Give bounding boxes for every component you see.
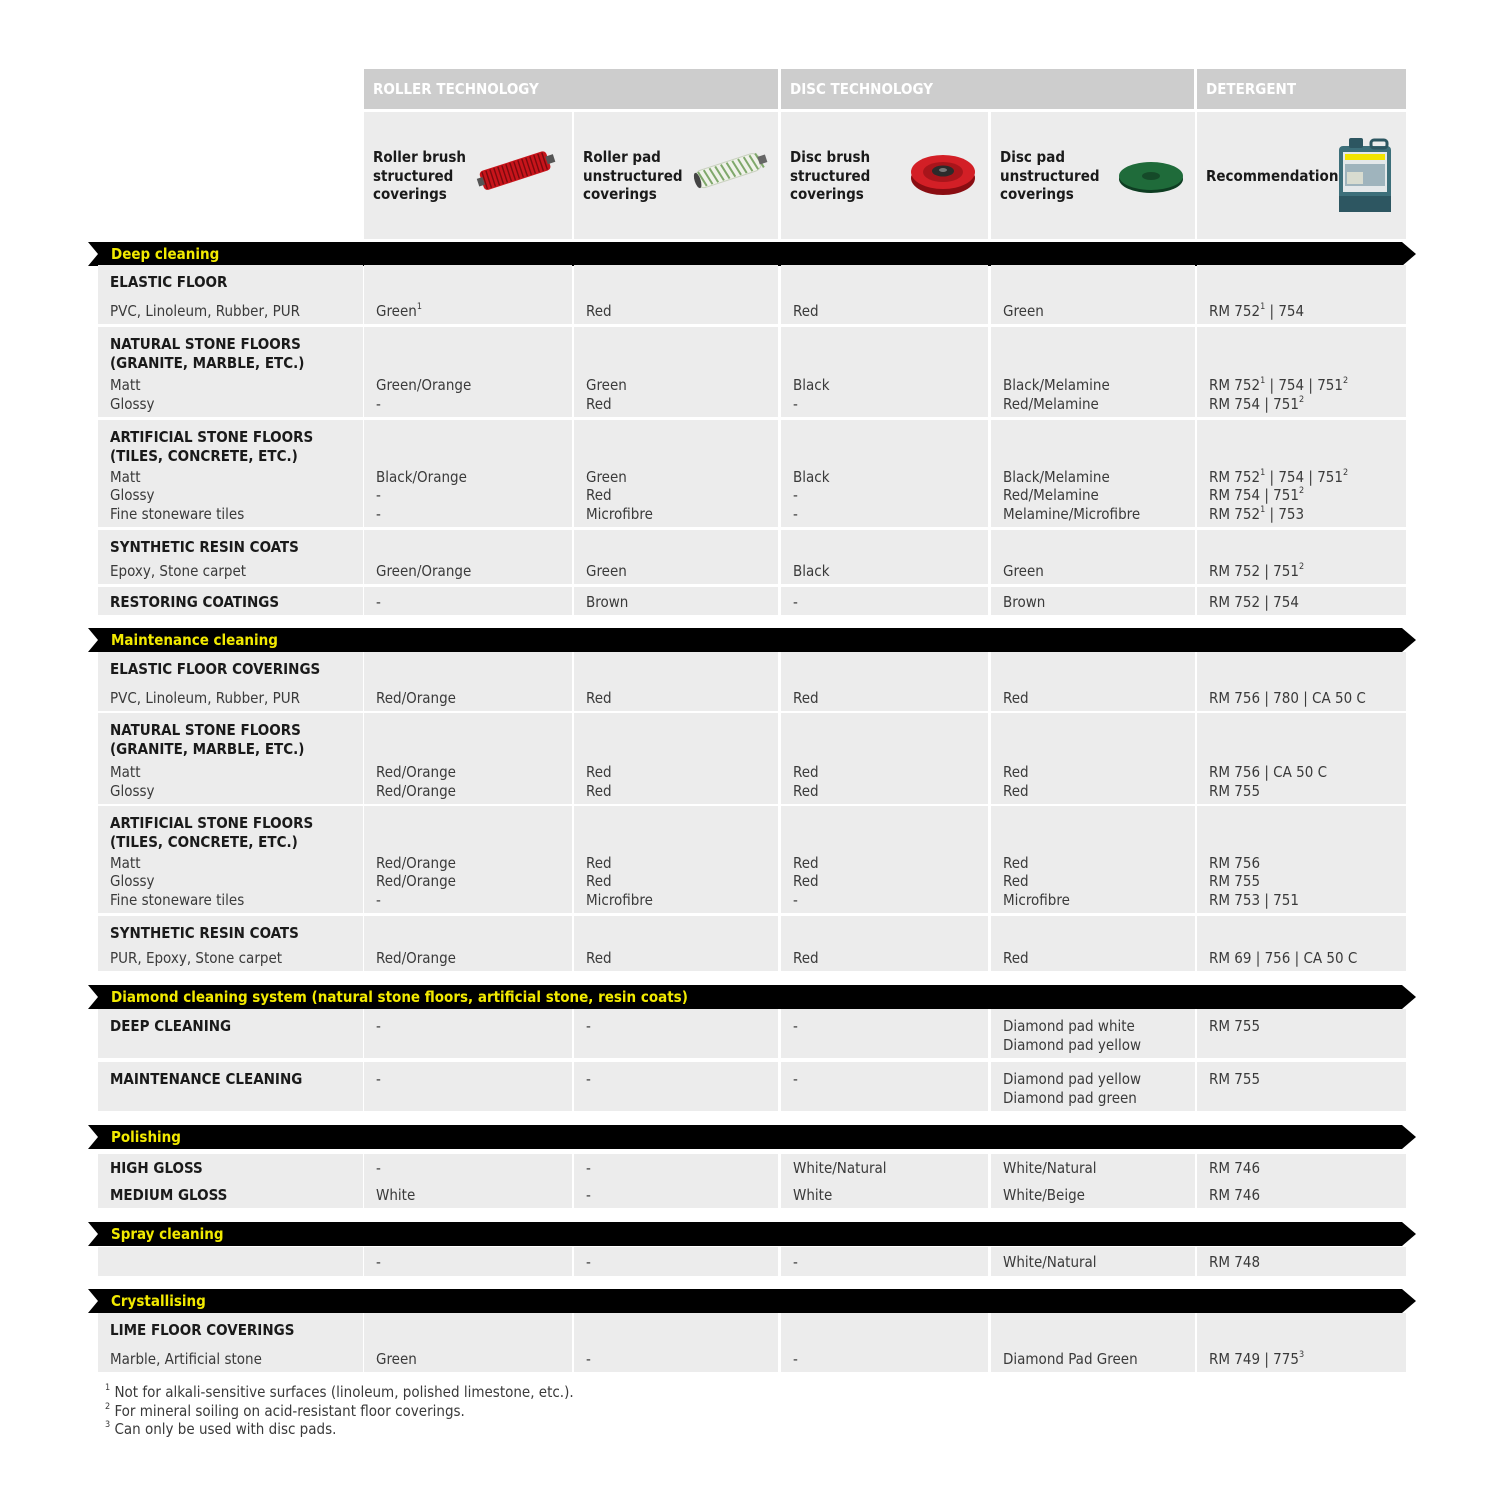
value-cell <box>574 652 778 711</box>
value-cell <box>991 420 1195 527</box>
row-category <box>110 1017 231 1036</box>
row-category <box>110 1159 203 1178</box>
row-category <box>110 538 299 557</box>
section-title: Crystallising <box>111 1292 206 1310</box>
cell-value: - <box>586 1186 591 1205</box>
value-cell <box>1197 265 1406 324</box>
row-label-cell <box>98 1062 363 1111</box>
cell-value: RM $752^1$ | 754 <box>1209 301 1305 320</box>
value-cell <box>574 1313 778 1372</box>
product-header <box>781 112 988 239</box>
value-cell <box>364 420 572 527</box>
cell-value: White <box>376 1186 416 1205</box>
value-cell <box>574 1062 778 1111</box>
cell-value: White/Natural <box>1003 1159 1097 1178</box>
cell-value: RM 756 | CA 50 C RM 755 <box>1209 763 1327 800</box>
value-cell <box>1197 1247 1406 1276</box>
row-category <box>110 924 299 943</box>
value-cell <box>1197 916 1406 971</box>
cell-value: - <box>376 592 381 611</box>
value-cell <box>991 1154 1195 1181</box>
cell-value: RM $752^1$ | 754 | $751^2$ RM 754 | $751^2$ RM $752^1$ | 753 <box>1209 467 1349 523</box>
row-category-text: ELASTIC FLOOR <box>110 273 228 291</box>
section-title: Maintenance cleaning <box>111 631 278 649</box>
row-label-cell <box>98 587 363 615</box>
value-cell <box>781 587 988 615</box>
row-label-cell <box>98 713 363 804</box>
row-label-cell <box>98 916 363 971</box>
section-header <box>88 1289 1416 1313</box>
cell-value: - <box>793 592 798 611</box>
section-header <box>88 628 1416 652</box>
section-header <box>88 1125 1416 1149</box>
product-label: Roller pad unstructured coverings <box>583 148 683 204</box>
row-subtypes <box>110 468 244 524</box>
value-cell <box>364 1062 572 1111</box>
row-category <box>110 660 320 679</box>
cell-value: RM 746 <box>1209 1159 1261 1178</box>
cell-value: Green$^1$ <box>376 301 422 320</box>
row-category-text: NATURAL STONE FLOORS (GRANITE, MARBLE, ETC.) <box>110 721 305 758</box>
cell-value: White/Natural <box>1003 1253 1097 1272</box>
cell-value: RM 752 | 754 <box>1209 592 1299 611</box>
product-label: Disc brush structured coverings <box>790 148 871 204</box>
row-category-text: RESTORING COATINGS <box>110 592 280 611</box>
cell-value: - <box>586 1070 591 1088</box>
cell-value: Green <box>586 561 627 580</box>
value-cell <box>1197 1009 1406 1058</box>
value-cell <box>574 1181 778 1208</box>
value-cell <box>574 530 778 584</box>
row-category <box>110 1321 294 1340</box>
row-category-text: ELASTIC FLOOR COVERINGS <box>110 660 321 678</box>
value-cell <box>781 806 988 913</box>
row-subtypes <box>110 763 155 800</box>
row-category-text: NATURAL STONE FLOORS (GRANITE, MARBLE, ETC.) <box>110 335 305 372</box>
value-cell <box>991 265 1195 324</box>
cell-value: RM 749 | $775^3$ <box>1209 1349 1305 1368</box>
value-cell <box>991 916 1195 971</box>
cell-value: - <box>793 1070 798 1088</box>
value-cell <box>991 713 1195 804</box>
row-subtypes-text: Matt Glossy Fine stoneware tiles <box>110 853 245 909</box>
cell-value: RM $752^1$ | 754 | $751^2$ RM 754 | $751^2$ <box>1209 376 1349 413</box>
cell-value: Black - <box>793 376 830 413</box>
value-cell <box>574 1154 778 1181</box>
value-cell <box>781 1181 988 1208</box>
value-cell <box>574 916 778 971</box>
value-cell <box>991 652 1195 711</box>
value-cell <box>781 265 988 324</box>
value-cell <box>781 1313 988 1372</box>
product-header <box>364 112 572 239</box>
row-category-text: MAINTENANCE CLEANING <box>110 1070 303 1088</box>
cell-value: Red Red <box>586 763 612 800</box>
row-subtypes-text: PVC, Linoleum, Rubber, PUR <box>110 301 300 320</box>
cell-value: Green/Orange <box>376 561 472 580</box>
value-cell <box>364 530 572 584</box>
value-cell <box>1197 713 1406 804</box>
value-cell <box>364 1181 572 1208</box>
value-cell <box>781 916 988 971</box>
cell-value: Black <box>793 561 830 580</box>
value-cell <box>1197 420 1406 527</box>
row-subtypes-text: Matt Glossy Fine stoneware tiles <box>110 467 245 523</box>
cell-value: Red/Orange Red/Orange - <box>376 853 456 909</box>
row-category <box>110 1070 302 1089</box>
row-category <box>110 335 304 372</box>
row-subtypes-text: Marble, Artificial stone <box>110 1349 262 1368</box>
cell-value: - <box>376 1017 381 1035</box>
row-subtypes-text: PVC, Linoleum, Rubber, PUR <box>110 688 300 707</box>
cell-value: Black/Melamine Red/Melamine Melamine/Microfibre <box>1003 467 1141 523</box>
value-cell <box>991 1247 1195 1276</box>
value-cell <box>574 327 778 417</box>
value-cell <box>364 916 572 971</box>
value-cell <box>781 1154 988 1181</box>
cell-value: RM 752 | $751^2$ <box>1209 561 1305 580</box>
cell-value: Red/Orange <box>376 948 456 967</box>
value-cell <box>781 652 988 711</box>
cell-value: Black/Melamine Red/Melamine <box>1003 376 1110 413</box>
row-category-text: LIME FLOOR COVERINGS <box>110 1321 295 1339</box>
group-header: ROLLER TECHNOLOGY <box>364 69 778 109</box>
cell-value: Diamond pad yellow Diamond pad green <box>1003 1070 1141 1107</box>
value-cell <box>364 1313 572 1372</box>
cell-value: Red Red Microfibre <box>586 853 653 909</box>
value-cell <box>991 327 1195 417</box>
row-label-cell <box>98 1154 363 1181</box>
value-cell <box>991 587 1195 615</box>
row-subtypes <box>110 949 282 968</box>
section-header <box>88 1222 1416 1246</box>
cell-value: RM 746 <box>1209 1186 1261 1205</box>
value-cell <box>1197 1313 1406 1372</box>
cell-value: - <box>586 1017 591 1035</box>
cell-value: Red/Orange Red/Orange <box>376 763 456 800</box>
row-subtypes-text: Matt Glossy <box>110 763 155 800</box>
cell-value: Black - - <box>793 467 830 523</box>
group-header: DISC TECHNOLOGY <box>781 69 1194 109</box>
cell-value: Diamond pad white Diamond pad yellow <box>1003 1017 1141 1054</box>
value-cell <box>364 327 572 417</box>
cell-value: RM 748 <box>1209 1253 1261 1272</box>
value-cell <box>991 1009 1195 1058</box>
row-label-cell <box>98 1181 363 1208</box>
cell-value: Brown <box>586 592 629 611</box>
section-title: Spray cleaning <box>111 1225 224 1243</box>
row-subtypes <box>110 854 244 910</box>
row-label-cell <box>98 1313 363 1372</box>
cell-value: - <box>376 1070 381 1088</box>
row-label-cell <box>98 652 363 711</box>
value-cell <box>781 530 988 584</box>
row-category-text: HIGH GLOSS <box>110 1159 203 1178</box>
row-category-text: ARTIFICIAL STONE FLOORS (TILES, CONCRETE, ETC.) <box>110 814 314 851</box>
cell-value: Red Red Microfibre <box>1003 853 1070 909</box>
value-cell <box>1197 1062 1406 1111</box>
cell-value: White <box>793 1186 833 1205</box>
value-cell <box>781 327 988 417</box>
value-cell <box>1197 327 1406 417</box>
value-cell <box>574 420 778 527</box>
row-subtypes <box>110 1350 262 1369</box>
value-cell <box>364 1247 572 1276</box>
cell-value: - <box>586 1349 591 1368</box>
cell-value: Red <box>586 948 612 967</box>
row-label-cell <box>98 327 363 417</box>
value-cell <box>364 265 572 324</box>
value-cell <box>364 1154 572 1181</box>
value-cell <box>574 265 778 324</box>
row-category <box>110 814 313 851</box>
cell-value: - <box>586 1159 591 1178</box>
product-header <box>1197 112 1406 239</box>
section-header <box>88 985 1416 1009</box>
cell-value: Green Red <box>586 376 627 413</box>
value-cell <box>1197 652 1406 711</box>
product-label: Recommendation <box>1206 166 1339 185</box>
section-title: Deep cleaning <box>111 245 220 263</box>
cell-value: Red Red <box>1003 763 1029 800</box>
row-label-cell <box>98 530 363 584</box>
cell-value: Green <box>376 1349 417 1368</box>
cell-value: Red <box>586 688 612 707</box>
cell-value: White/Natural <box>793 1159 887 1178</box>
cell-value: Red/Orange <box>376 688 456 707</box>
cell-value: Red <box>1003 948 1029 967</box>
row-subtypes-text: PUR, Epoxy, Stone carpet <box>110 948 283 967</box>
cell-value: Red <box>793 688 819 707</box>
row-category <box>110 1186 227 1205</box>
value-cell <box>1197 530 1406 584</box>
row-label-cell <box>98 1247 363 1276</box>
row-subtypes <box>110 562 246 581</box>
row-category <box>110 273 227 292</box>
value-cell <box>574 1247 778 1276</box>
product-header <box>574 112 778 239</box>
value-cell <box>1197 806 1406 913</box>
cell-value: RM 755 <box>1209 1017 1261 1035</box>
row-category <box>110 721 304 758</box>
value-cell <box>364 587 572 615</box>
row-category-text: DEEP CLEANING <box>110 1017 232 1035</box>
row-label-cell <box>98 806 363 913</box>
row-subtypes <box>110 376 155 413</box>
footnotes: $^1$ Not for alkali-sensitive surfaces (linoleum, polished limestone, etc.). $^2$ For mineral soiling on acid-resistant floor coverings. $^3$ Can only be used with disc pads. <box>105 1383 574 1438</box>
row-subtypes-text: Epoxy, Stone carpet <box>110 561 247 580</box>
row-subtypes-text: Matt Glossy <box>110 376 155 413</box>
value-cell <box>574 1009 778 1058</box>
row-category-text: SYNTHETIC RESIN COATS <box>110 538 299 556</box>
row-category-text: SYNTHETIC RESIN COATS <box>110 924 299 942</box>
value-cell <box>364 1009 572 1058</box>
product-header <box>991 112 1195 239</box>
value-cell <box>364 652 572 711</box>
cell-value: - <box>376 1253 381 1272</box>
section-title: Diamond cleaning system (natural stone floors, artificial stone, resin coats) <box>111 988 688 1006</box>
cell-value: Diamond Pad Green <box>1003 1349 1138 1368</box>
cell-value: Green <box>1003 561 1044 580</box>
cell-value: Red <box>793 948 819 967</box>
value-cell <box>781 713 988 804</box>
value-cell <box>991 530 1195 584</box>
row-category-text: ARTIFICIAL STONE FLOORS (TILES, CONCRETE, ETC.) <box>110 428 314 465</box>
cell-value: Green Red Microfibre <box>586 467 653 523</box>
cell-value: Red <box>586 301 612 320</box>
value-cell <box>781 420 988 527</box>
cell-value: Red <box>793 301 819 320</box>
value-cell <box>991 1313 1195 1372</box>
product-label: Roller brush structured coverings <box>373 148 466 204</box>
value-cell <box>781 1247 988 1276</box>
cell-value: Brown <box>1003 592 1046 611</box>
value-cell <box>991 1181 1195 1208</box>
cell-value: Green <box>1003 301 1044 320</box>
value-cell <box>1197 1154 1406 1181</box>
cell-value: - <box>793 1349 798 1368</box>
value-cell <box>991 1062 1195 1111</box>
value-cell <box>574 713 778 804</box>
cell-value: Green/Orange - <box>376 376 472 413</box>
value-cell <box>781 1062 988 1111</box>
value-cell <box>781 1009 988 1058</box>
product-label: Disc pad unstructured coverings <box>1000 148 1100 204</box>
section-header <box>88 242 1416 266</box>
row-label-cell <box>98 265 363 324</box>
value-cell <box>1197 587 1406 615</box>
group-header: DETERGENT <box>1197 69 1406 109</box>
cell-value: White/Beige <box>1003 1186 1085 1205</box>
cell-value: RM 756 RM 755 RM 753 | 751 <box>1209 853 1299 909</box>
row-subtypes <box>110 689 300 708</box>
row-subtypes <box>110 302 300 321</box>
section-title: Polishing <box>111 1128 181 1146</box>
row-label-cell <box>98 1009 363 1058</box>
cell-value: RM 756 | 780 | CA 50 C <box>1209 688 1366 707</box>
value-cell <box>1197 1181 1406 1208</box>
cell-value: RM 755 <box>1209 1070 1261 1088</box>
row-category <box>110 593 279 612</box>
cell-value: Black/Orange - - <box>376 467 467 523</box>
cell-value: - <box>793 1253 798 1272</box>
cell-value: Red <box>1003 688 1029 707</box>
cell-value: RM 69 | 756 | CA 50 C <box>1209 948 1358 967</box>
row-category <box>110 428 313 465</box>
value-cell <box>364 713 572 804</box>
cell-value: - <box>586 1253 591 1272</box>
row-label-cell <box>98 420 363 527</box>
value-cell <box>574 587 778 615</box>
row-category-text: MEDIUM GLOSS <box>110 1186 228 1205</box>
value-cell <box>991 806 1195 913</box>
cell-value: - <box>376 1159 381 1178</box>
cell-value: Red Red - <box>793 853 819 909</box>
value-cell <box>364 806 572 913</box>
cell-value: - <box>793 1017 798 1035</box>
value-cell <box>574 806 778 913</box>
cell-value: Red Red <box>793 763 819 800</box>
